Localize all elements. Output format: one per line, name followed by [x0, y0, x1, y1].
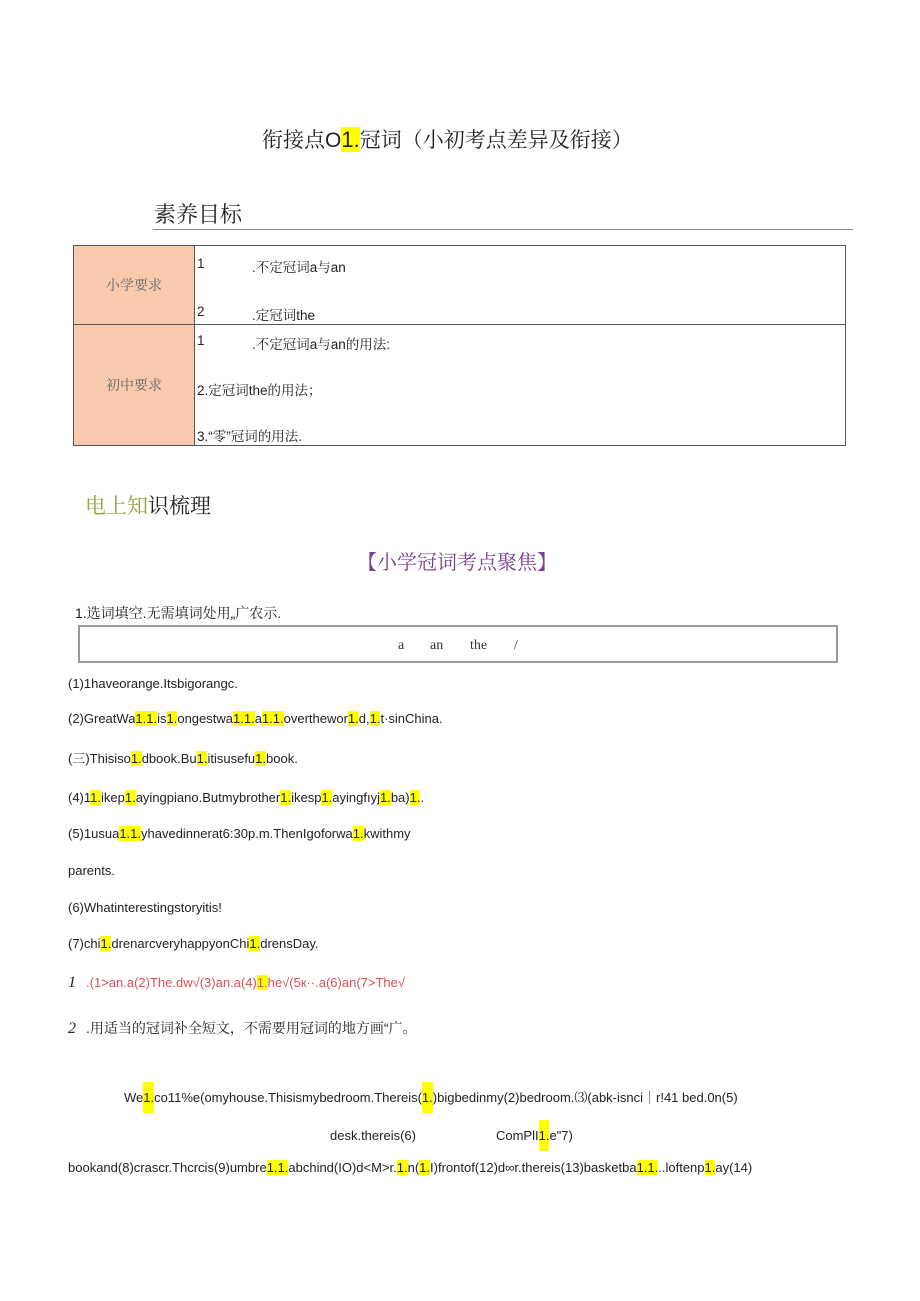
- goals-label-junior: 初中要求: [74, 325, 195, 446]
- goals-line: 2 .定冠词the: [197, 304, 316, 323]
- question-5-continued: parents.: [68, 863, 115, 878]
- word-bank-item: a: [398, 638, 405, 653]
- goals-line: 1 .不定冠词a与an的用法:: [197, 333, 391, 352]
- question-6: (6)Whatinterestingstoryitis!: [68, 900, 222, 915]
- word-bank-item: an: [430, 638, 444, 653]
- goals-content-junior: [195, 325, 846, 446]
- question-3: (三)Thisiso1.dbook.Bu1.itisusefu1.book.: [68, 751, 298, 766]
- knowledge-heading: 电上知识梳理: [85, 495, 211, 518]
- title-code-highlight: 1.: [341, 127, 360, 152]
- goals-heading: 素养目标: [154, 202, 243, 227]
- exercise1-instruction: 1.选词填空.无需填词处用„广农示.: [75, 605, 282, 621]
- goals-content-primary: [195, 246, 846, 325]
- word-bank-item: /: [514, 638, 518, 653]
- question-5: (5)1usua1.1.yhavedinnerat6:30p.m.ThenIgoforwa1.kwithmy: [68, 826, 411, 841]
- document-title: 衔接点O1.冠词（小初考点差异及衔接）: [262, 127, 633, 152]
- word-bank-item: the: [470, 638, 488, 653]
- goals-divider: [153, 229, 853, 230]
- word-bank-box: [78, 625, 838, 663]
- primary-focus-subheading: 【小学冠词考点聚焦】: [357, 552, 557, 574]
- exercise1-answers: 1 .(1>an.a(2)The.dw√(3)an.a(4)1.he√(5к··.a(6)an(7>The√: [68, 974, 406, 991]
- question-4: (4)11.ikep1.ayingpiano.Butmybrother1.ikesp1.ayingfıyj1.ba)1..: [68, 790, 425, 805]
- goals-row-junior: [74, 325, 846, 446]
- goals-table: [73, 245, 846, 446]
- goals-row-primary: [74, 246, 846, 325]
- goals-line: 2.定冠词the的用法；: [197, 383, 322, 398]
- goals-label-primary: 小学要求: [74, 246, 195, 325]
- question-2: (2)GreatWa1.1.is1.ongestwa1.1.a1.1.overthewor1.d,1.t·sinChina.: [68, 711, 443, 726]
- passage-line-2: desk.thereis(6) ComPlI1.e"7): [330, 1120, 573, 1151]
- passage-line-3: bookand(8)crascr.Thcrcis(9)umbre1.1.abchind(IO)d<M>r.1.n(1.I)frontof(12)d∞r.thereis(13)basketba1.1...loftenp1.ay(14): [68, 1160, 753, 1175]
- exercise2-instruction: 2 .用适当的冠词补全短文，不需要用冠词的地方画“广。: [68, 1020, 417, 1037]
- question-7: (7)chi1.drenarcveryhappyonChi1.drensDay.: [68, 936, 319, 951]
- goals-line: 3.“零”冠词的用法.: [197, 429, 303, 444]
- goals-line: 1 .不定冠词a与an: [197, 256, 346, 275]
- question-1: (1)1haveorange.Itsbigorangc.: [68, 676, 238, 691]
- passage-line-1: We1.co11%e(omyhouse.Thisismybedroom.Thereis(1.)bigbedinmy(2)bedroom.⑶(abk-isnci｜r!41 bed.0n(5): [124, 1082, 738, 1113]
